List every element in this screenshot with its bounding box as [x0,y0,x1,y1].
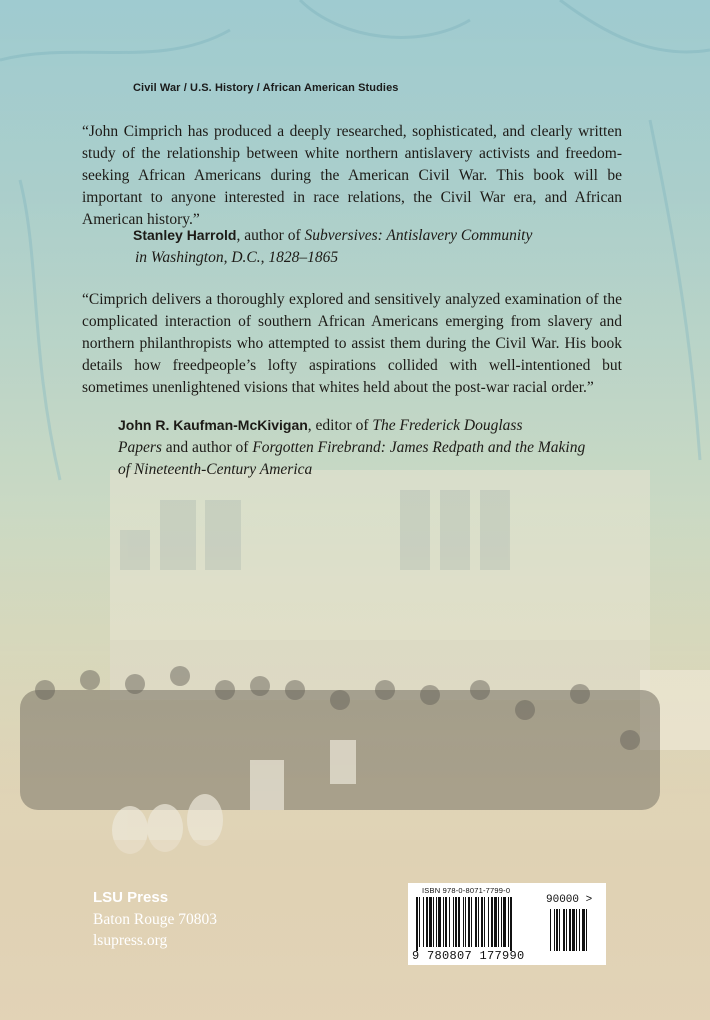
barcode-bar [475,897,477,947]
barcode-bar [494,897,497,947]
barcode-bar [443,897,444,947]
barcode-bar [453,897,454,947]
barcode-bar [449,897,450,947]
barcode-bar [465,897,466,947]
barcode-bar [419,897,420,947]
barcode-bars [416,897,602,951]
attribution-work-2-continued: of Nineteenth-Century America [118,461,313,478]
price-code: 90000 > [546,894,593,906]
attribution-work-continued: Papers [118,439,162,456]
barcode-bar [458,897,460,947]
addon-bar [579,909,580,951]
blurb-attribution-1: Stanley Harrold, author of Subversives: Antislavery Community in Washington, D.C., 1828–1865 [133,224,613,269]
addon-bar [572,909,575,951]
barcode-bar [426,897,428,947]
barcode-bar [433,897,434,947]
blurb-quote-2: “Cimprich delivers a thoroughly explored and sensitively analyzed examination of the complicated interaction of southern African Americans emerging from slavery and northern philanthropists who attempted to assist them during the Civil War. His book details how freedpeople’s lofty aspirations collided with well-intentioned but sometimes unenlightened visions that whites held about the post-war racial order.” [82,291,622,396]
barcode-bar [488,897,489,947]
publisher-name: LSU Press [93,889,169,906]
isbn-barcode [408,883,606,965]
publisher-website: lsupress.org [93,932,168,949]
publisher-block [93,887,217,951]
attribution-work-2: Forgotten Firebrand: James Redpath and the Making [252,439,586,456]
attribution-name: John R. Kaufman-McKivigan [118,417,308,433]
addon-bar [566,909,567,951]
barcode-bar [436,897,437,947]
barcode-bar [471,897,472,947]
blurb-attribution-2: John R. Kaufman-McKivigan, editor of The Frederick Douglass Papers and author of Forgotten Firebrand: James Redpath and the Making of Nineteenth-Century America [118,417,586,478]
barcode-bar [468,897,470,947]
barcode-bar [455,897,457,947]
barcode-bar [501,897,502,947]
blurb-quote-1: “John Cimprich has produced a deeply researched, sophisticated, and clearly written study of the relationship between white northern antislavery activists and freedom-seeking African Americans during the American Civil War. This book will be important to anyone interested in race relations, the Civil War era, and African American history.” [82,123,622,228]
barcode-bar [491,897,493,947]
addon-bar [576,909,577,951]
barcode-bar [445,897,447,947]
barcode-bar [481,897,483,947]
barcode-bar [416,897,418,951]
attribution-work-continued: in Washington, D.C., 1828–1865 [135,249,339,266]
addon-bar [550,909,551,951]
barcode-bar [508,897,509,947]
addon-bar [586,909,587,951]
barcode-bar [478,897,479,947]
attribution-work: The Frederick Douglass [372,417,523,434]
isbn-label: ISBN 978-0-8071-7799-0 [422,886,511,895]
barcode-bar [463,897,464,947]
barcode-bar [423,897,424,947]
addon-bar [554,909,555,951]
barcode-bar [429,897,432,947]
addon-bar [563,909,565,951]
publisher-city: Baton Rouge 70803 [93,911,217,928]
addon-bar [569,909,571,951]
attribution-name: Stanley Harrold [133,227,237,243]
barcode-bar [498,897,499,947]
addon-bar [559,909,560,951]
barcode-bar [438,897,441,947]
barcode-bar [503,897,506,947]
barcode-bar [510,897,512,951]
addon-bar [556,909,558,951]
ean-digits: 9 780807 177990 [412,949,525,963]
addon-bar [582,909,585,951]
category-line: Civil War / U.S. History / African American Studies [133,82,399,94]
attribution-work: Subversives: Antislavery Community [304,227,533,244]
barcode-bar [484,897,485,947]
